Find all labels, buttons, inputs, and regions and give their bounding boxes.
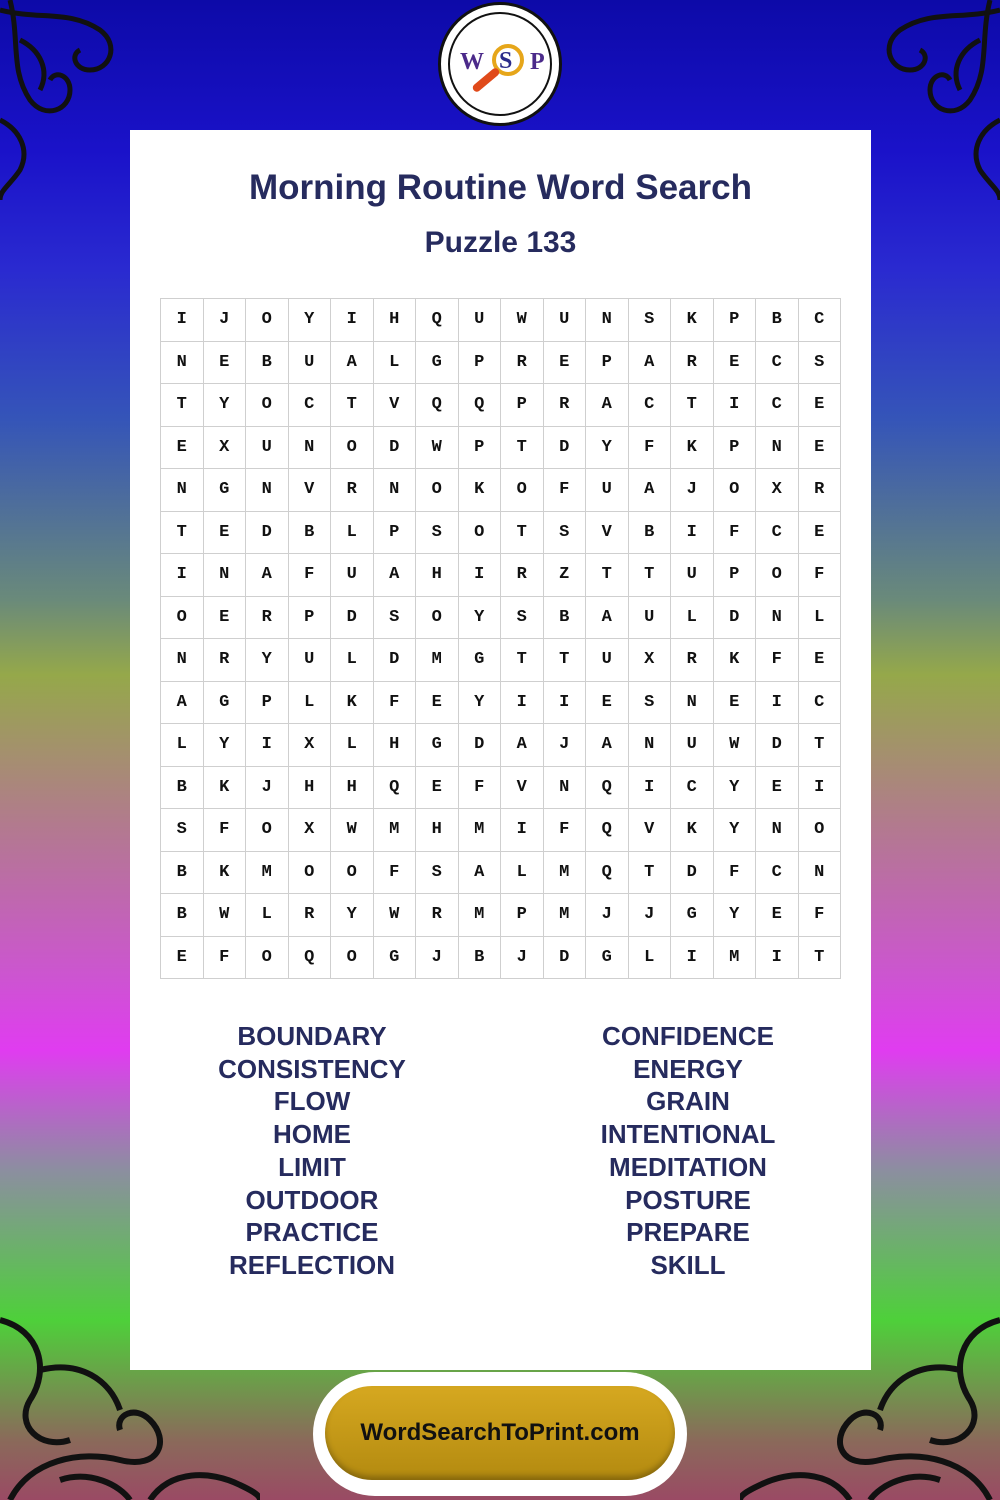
grid-cell[interactable]: P — [374, 512, 417, 555]
grid-cell[interactable]: T — [161, 384, 204, 427]
grid-cell[interactable]: U — [671, 724, 714, 767]
grid-cell[interactable]: C — [756, 384, 799, 427]
grid-cell[interactable]: P — [714, 554, 757, 597]
grid-cell[interactable]: T — [501, 512, 544, 555]
grid-cell[interactable]: B — [289, 512, 332, 555]
grid-cell[interactable]: Q — [586, 809, 629, 852]
grid-cell[interactable]: E — [586, 682, 629, 725]
grid-cell[interactable]: B — [161, 767, 204, 810]
grid-cell[interactable]: W — [416, 427, 459, 470]
grid-cell[interactable]: I — [671, 937, 714, 980]
grid-cell[interactable]: N — [629, 724, 672, 767]
grid-cell[interactable]: H — [289, 767, 332, 810]
grid-cell[interactable]: V — [629, 809, 672, 852]
grid-cell[interactable]: C — [799, 682, 842, 725]
grid-cell[interactable]: K — [671, 427, 714, 470]
grid-cell[interactable]: R — [289, 894, 332, 937]
grid-cell[interactable]: Y — [714, 809, 757, 852]
grid-cell[interactable]: J — [544, 724, 587, 767]
grid-cell[interactable]: U — [289, 342, 332, 385]
grid-cell[interactable]: K — [714, 639, 757, 682]
word-list-right — [528, 1020, 848, 1282]
grid-cell[interactable]: M — [544, 852, 587, 895]
word-item: CONSISTENCY — [218, 1053, 406, 1084]
grid-cell[interactable]: Q — [289, 937, 332, 980]
grid-cell[interactable]: O — [246, 937, 289, 980]
grid-cell[interactable]: K — [671, 809, 714, 852]
grid-cell[interactable]: P — [714, 427, 757, 470]
grid-cell[interactable]: F — [544, 809, 587, 852]
grid-cell[interactable]: J — [501, 937, 544, 980]
grid-cell[interactable]: R — [544, 384, 587, 427]
grid-cell[interactable]: F — [459, 767, 502, 810]
grid-cell[interactable]: K — [204, 767, 247, 810]
grid-cell[interactable]: A — [161, 682, 204, 725]
grid-cell[interactable]: Y — [204, 724, 247, 767]
grid-cell[interactable]: D — [459, 724, 502, 767]
grid-cell[interactable]: Y — [714, 894, 757, 937]
grid-cell[interactable]: I — [756, 937, 799, 980]
grid-cell[interactable]: A — [629, 469, 672, 512]
grid-cell[interactable]: G — [671, 894, 714, 937]
grid-cell[interactable]: U — [586, 639, 629, 682]
grid-cell[interactable]: J — [671, 469, 714, 512]
footer-badge — [313, 1372, 687, 1496]
grid-cell[interactable]: N — [204, 554, 247, 597]
grid-cell[interactable]: W — [331, 809, 374, 852]
grid-cell[interactable]: B — [629, 512, 672, 555]
grid-cell[interactable]: W — [374, 894, 417, 937]
letter-grid — [160, 298, 841, 979]
grid-cell[interactable]: R — [204, 639, 247, 682]
grid-cell[interactable]: C — [799, 299, 842, 342]
grid-cell[interactable]: T — [501, 427, 544, 470]
grid-cell[interactable]: S — [629, 682, 672, 725]
grid-cell[interactable]: X — [289, 724, 332, 767]
grid-cell[interactable]: F — [714, 852, 757, 895]
grid-cell[interactable]: C — [756, 852, 799, 895]
grid-cell[interactable]: M — [374, 809, 417, 852]
grid-cell[interactable]: C — [671, 767, 714, 810]
grid-cell[interactable]: I — [331, 299, 374, 342]
grid-cell[interactable]: Z — [544, 554, 587, 597]
grid-cell[interactable]: T — [629, 852, 672, 895]
grid-cell[interactable]: Y — [459, 597, 502, 640]
grid-cell[interactable]: T — [331, 384, 374, 427]
grid-cell[interactable]: O — [289, 852, 332, 895]
grid-cell[interactable]: N — [671, 682, 714, 725]
word-item: PREPARE — [626, 1217, 750, 1248]
grid-cell[interactable]: L — [331, 639, 374, 682]
grid-cell[interactable]: G — [586, 937, 629, 980]
grid-cell[interactable]: E — [799, 427, 842, 470]
grid-cell[interactable]: X — [204, 427, 247, 470]
grid-cell[interactable]: G — [204, 469, 247, 512]
grid-cell[interactable]: N — [161, 469, 204, 512]
word-item: MEDITATION — [609, 1151, 767, 1182]
grid-cell[interactable]: A — [331, 342, 374, 385]
grid-cell[interactable]: M — [459, 894, 502, 937]
grid-cell[interactable]: T — [629, 554, 672, 597]
grid-cell[interactable]: N — [756, 597, 799, 640]
grid-cell[interactable]: M — [416, 639, 459, 682]
grid-cell[interactable]: O — [246, 384, 289, 427]
word-item: CONFIDENCE — [602, 1021, 774, 1051]
grid-cell[interactable]: P — [586, 342, 629, 385]
grid-cell[interactable]: Y — [586, 427, 629, 470]
grid-cell[interactable]: U — [331, 554, 374, 597]
grid-cell[interactable]: F — [799, 554, 842, 597]
grid-cell[interactable]: B — [544, 597, 587, 640]
grid-cell[interactable]: D — [331, 597, 374, 640]
corner-ornament-top-left — [0, 0, 140, 200]
word-item: FLOW — [273, 1086, 351, 1117]
grid-cell[interactable]: K — [671, 299, 714, 342]
grid-cell[interactable]: O — [416, 469, 459, 512]
grid-cell[interactable]: X — [756, 469, 799, 512]
grid-cell[interactable]: E — [161, 427, 204, 470]
grid-cell[interactable]: C — [289, 384, 332, 427]
grid-cell[interactable]: L — [671, 597, 714, 640]
grid-cell[interactable]: S — [544, 512, 587, 555]
word-item: ENERGY — [633, 1053, 743, 1084]
grid-cell[interactable]: N — [161, 639, 204, 682]
grid-cell[interactable]: T — [799, 724, 842, 767]
grid-cell[interactable]: R — [671, 639, 714, 682]
grid-cell[interactable]: E — [714, 342, 757, 385]
grid-cell[interactable]: A — [246, 554, 289, 597]
grid-cell[interactable]: K — [459, 469, 502, 512]
grid-cell[interactable]: N — [756, 809, 799, 852]
grid-cell[interactable]: L — [161, 724, 204, 767]
grid-cell[interactable]: D — [544, 427, 587, 470]
page-title: Morning Routine Word Search — [249, 168, 752, 207]
grid-cell[interactable]: I — [501, 682, 544, 725]
word-item: PRACTICE — [245, 1217, 379, 1248]
grid-cell[interactable]: L — [374, 342, 417, 385]
logo-letter-p: P — [530, 49, 545, 75]
word-item: OUTDOOR — [245, 1184, 379, 1215]
grid-cell[interactable]: G — [459, 639, 502, 682]
website-link-button[interactable] — [325, 1386, 675, 1480]
word-item: BOUNDARY — [237, 1021, 387, 1051]
grid-cell[interactable]: F — [204, 809, 247, 852]
grid-cell[interactable]: L — [501, 852, 544, 895]
grid-cell[interactable]: Q — [416, 299, 459, 342]
grid-cell[interactable]: T — [501, 639, 544, 682]
word-item: LIMIT — [278, 1151, 346, 1182]
grid-cell[interactable]: I — [714, 384, 757, 427]
grid-cell[interactable]: F — [799, 894, 842, 937]
grid-cell[interactable]: A — [501, 724, 544, 767]
grid-cell[interactable]: O — [331, 427, 374, 470]
grid-cell[interactable]: M — [714, 937, 757, 980]
grid-cell[interactable]: Y — [714, 767, 757, 810]
word-item: INTENTIONAL — [600, 1119, 776, 1150]
grid-cell[interactable]: W — [204, 894, 247, 937]
grid-cell[interactable]: O — [331, 937, 374, 980]
grid-cell[interactable]: E — [714, 682, 757, 725]
grid-cell[interactable]: Y — [331, 894, 374, 937]
grid-cell[interactable]: D — [374, 427, 417, 470]
grid-cell[interactable]: R — [246, 597, 289, 640]
grid-cell[interactable]: I — [161, 554, 204, 597]
grid-cell[interactable]: S — [629, 299, 672, 342]
grid-cell[interactable]: N — [799, 852, 842, 895]
grid-cell[interactable]: P — [459, 427, 502, 470]
grid-cell[interactable]: J — [246, 767, 289, 810]
grid-cell[interactable]: L — [331, 512, 374, 555]
grid-cell[interactable]: N — [374, 469, 417, 512]
grid-cell[interactable]: L — [629, 937, 672, 980]
grid-cell[interactable]: U — [246, 427, 289, 470]
grid-cell[interactable]: D — [756, 724, 799, 767]
grid-cell[interactable]: E — [799, 384, 842, 427]
word-item: GRAIN — [646, 1086, 730, 1117]
grid-cell[interactable]: P — [289, 597, 332, 640]
grid-cell[interactable]: T — [799, 937, 842, 980]
grid-cell[interactable]: N — [246, 469, 289, 512]
grid-cell[interactable]: P — [246, 682, 289, 725]
grid-cell[interactable]: X — [289, 809, 332, 852]
grid-cell[interactable]: F — [544, 469, 587, 512]
grid-cell[interactable]: P — [714, 299, 757, 342]
grid-cell[interactable]: U — [586, 469, 629, 512]
grid-cell[interactable]: U — [289, 639, 332, 682]
grid-cell[interactable]: E — [756, 767, 799, 810]
logo-letter-w: W — [460, 49, 484, 75]
grid-cell[interactable]: O — [501, 469, 544, 512]
grid-cell[interactable]: E — [799, 512, 842, 555]
grid-cell[interactable]: K — [204, 852, 247, 895]
grid-cell[interactable]: C — [756, 512, 799, 555]
grid-cell[interactable]: V — [289, 469, 332, 512]
grid-cell[interactable]: Y — [289, 299, 332, 342]
grid-cell[interactable]: N — [289, 427, 332, 470]
grid-cell[interactable]: I — [799, 767, 842, 810]
grid-cell[interactable]: O — [331, 852, 374, 895]
grid-cell[interactable]: S — [501, 597, 544, 640]
grid-cell[interactable]: R — [331, 469, 374, 512]
grid-cell[interactable]: U — [629, 597, 672, 640]
grid-cell[interactable]: H — [416, 554, 459, 597]
grid-cell[interactable]: N — [756, 427, 799, 470]
grid-cell[interactable]: L — [246, 894, 289, 937]
grid-cell[interactable]: E — [204, 512, 247, 555]
grid-cell[interactable]: B — [756, 299, 799, 342]
grid-cell[interactable]: D — [544, 937, 587, 980]
grid-cell[interactable]: D — [714, 597, 757, 640]
grid-cell[interactable]: X — [629, 639, 672, 682]
grid-cell[interactable]: G — [374, 937, 417, 980]
grid-cell[interactable]: O — [161, 597, 204, 640]
grid-cell[interactable]: S — [416, 512, 459, 555]
grid-cell[interactable]: F — [289, 554, 332, 597]
puzzle-card — [130, 130, 871, 1370]
grid-cell[interactable]: S — [799, 342, 842, 385]
grid-cell[interactable]: M — [246, 852, 289, 895]
grid-cell[interactable]: O — [246, 299, 289, 342]
grid-cell[interactable]: Y — [246, 639, 289, 682]
grid-cell[interactable]: O — [416, 597, 459, 640]
grid-cell[interactable]: V — [501, 767, 544, 810]
corner-ornament-top-right — [860, 0, 1000, 200]
grid-cell[interactable]: T — [586, 554, 629, 597]
grid-cell[interactable]: M — [544, 894, 587, 937]
word-item: POSTURE — [625, 1184, 751, 1215]
puzzle-number: Puzzle 133 — [424, 226, 577, 259]
grid-cell[interactable]: O — [246, 809, 289, 852]
grid-cell[interactable]: B — [459, 937, 502, 980]
grid-cell[interactable]: Q — [374, 767, 417, 810]
grid-cell[interactable]: F — [374, 682, 417, 725]
grid-cell[interactable]: Y — [459, 682, 502, 725]
grid-cell[interactable]: I — [501, 809, 544, 852]
grid-cell[interactable]: U — [459, 299, 502, 342]
grid-cell[interactable]: T — [544, 639, 587, 682]
grid-cell[interactable]: R — [501, 554, 544, 597]
logo-letter-s: S — [499, 48, 513, 74]
logo-ring — [448, 12, 552, 116]
grid-cell[interactable]: Q — [416, 384, 459, 427]
grid-cell[interactable]: I — [459, 554, 502, 597]
grid-cell[interactable]: R — [671, 342, 714, 385]
grid-cell[interactable]: D — [246, 512, 289, 555]
grid-cell[interactable]: H — [331, 767, 374, 810]
word-item: HOME — [273, 1119, 351, 1150]
grid-cell[interactable]: T — [671, 384, 714, 427]
grid-cell[interactable]: J — [416, 937, 459, 980]
grid-cell[interactable]: N — [586, 299, 629, 342]
grid-cell[interactable]: O — [756, 554, 799, 597]
grid-cell[interactable]: F — [204, 937, 247, 980]
grid-cell[interactable]: D — [671, 852, 714, 895]
grid-cell[interactable]: S — [161, 809, 204, 852]
site-logo[interactable] — [438, 2, 562, 126]
grid-cell[interactable]: P — [501, 894, 544, 937]
word-item: SKILL — [650, 1249, 726, 1280]
grid-cell[interactable]: N — [544, 767, 587, 810]
grid-cell[interactable]: D — [374, 639, 417, 682]
grid-cell[interactable]: E — [544, 342, 587, 385]
grid-cell[interactable]: G — [416, 342, 459, 385]
grid-cell[interactable]: F — [714, 512, 757, 555]
grid-cell[interactable]: R — [501, 342, 544, 385]
grid-cell[interactable]: I — [544, 682, 587, 725]
grid-cell[interactable]: O — [459, 512, 502, 555]
grid-cell[interactable]: H — [374, 724, 417, 767]
grid-cell[interactable]: F — [374, 852, 417, 895]
grid-cell[interactable]: A — [629, 342, 672, 385]
grid-cell[interactable]: A — [586, 724, 629, 767]
grid-cell[interactable]: E — [204, 597, 247, 640]
grid-cell[interactable]: A — [459, 852, 502, 895]
grid-cell[interactable]: E — [799, 639, 842, 682]
grid-cell[interactable]: O — [799, 809, 842, 852]
grid-cell[interactable]: K — [331, 682, 374, 725]
grid-cell[interactable]: S — [374, 597, 417, 640]
grid-cell[interactable]: E — [416, 682, 459, 725]
grid-cell[interactable]: H — [374, 299, 417, 342]
grid-cell[interactable]: J — [629, 894, 672, 937]
word-item: REFLECTION — [228, 1249, 396, 1280]
grid-cell[interactable]: C — [629, 384, 672, 427]
grid-cell[interactable]: V — [374, 384, 417, 427]
grid-cell[interactable]: T — [161, 512, 204, 555]
grid-cell[interactable]: F — [629, 427, 672, 470]
grid-cell[interactable]: I — [161, 299, 204, 342]
grid-cell[interactable]: P — [501, 384, 544, 427]
grid-cell[interactable]: L — [289, 682, 332, 725]
grid-cell[interactable]: N — [161, 342, 204, 385]
grid-cell[interactable]: F — [756, 639, 799, 682]
grid-cell[interactable]: J — [204, 299, 247, 342]
grid-cell[interactable]: J — [586, 894, 629, 937]
grid-cell[interactable]: Q — [459, 384, 502, 427]
grid-cell[interactable]: B — [161, 852, 204, 895]
grid-cell[interactable]: I — [629, 767, 672, 810]
word-list-left — [152, 1020, 472, 1282]
grid-cell[interactable]: G — [204, 682, 247, 725]
grid-cell[interactable]: S — [416, 852, 459, 895]
grid-cell[interactable]: G — [416, 724, 459, 767]
grid-cell[interactable]: V — [586, 512, 629, 555]
grid-cell[interactable]: I — [246, 724, 289, 767]
grid-cell[interactable]: C — [756, 342, 799, 385]
grid-cell[interactable]: B — [246, 342, 289, 385]
grid-cell[interactable]: R — [416, 894, 459, 937]
grid-cell[interactable]: A — [586, 384, 629, 427]
grid-cell[interactable]: L — [331, 724, 374, 767]
grid-cell[interactable]: E — [416, 767, 459, 810]
grid-cell[interactable]: U — [544, 299, 587, 342]
grid-cell[interactable]: Y — [204, 384, 247, 427]
grid-cell[interactable]: A — [374, 554, 417, 597]
grid-cell[interactable]: W — [501, 299, 544, 342]
grid-cell[interactable]: W — [714, 724, 757, 767]
grid-cell[interactable]: R — [799, 469, 842, 512]
grid-cell[interactable]: Q — [586, 767, 629, 810]
grid-cell[interactable]: H — [416, 809, 459, 852]
grid-cell[interactable]: I — [756, 682, 799, 725]
grid-cell[interactable]: I — [671, 512, 714, 555]
grid-cell[interactable]: B — [161, 894, 204, 937]
grid-cell[interactable]: P — [459, 342, 502, 385]
grid-cell[interactable]: E — [161, 937, 204, 980]
grid-cell[interactable]: Q — [586, 852, 629, 895]
grid-cell[interactable]: L — [799, 597, 842, 640]
grid-cell[interactable]: A — [586, 597, 629, 640]
grid-cell[interactable]: E — [756, 894, 799, 937]
grid-cell[interactable]: U — [671, 554, 714, 597]
grid-cell[interactable]: M — [459, 809, 502, 852]
grid-cell[interactable]: E — [204, 342, 247, 385]
website-link-label: WordSearchToPrint.com — [360, 1419, 640, 1446]
grid-cell[interactable]: O — [714, 469, 757, 512]
